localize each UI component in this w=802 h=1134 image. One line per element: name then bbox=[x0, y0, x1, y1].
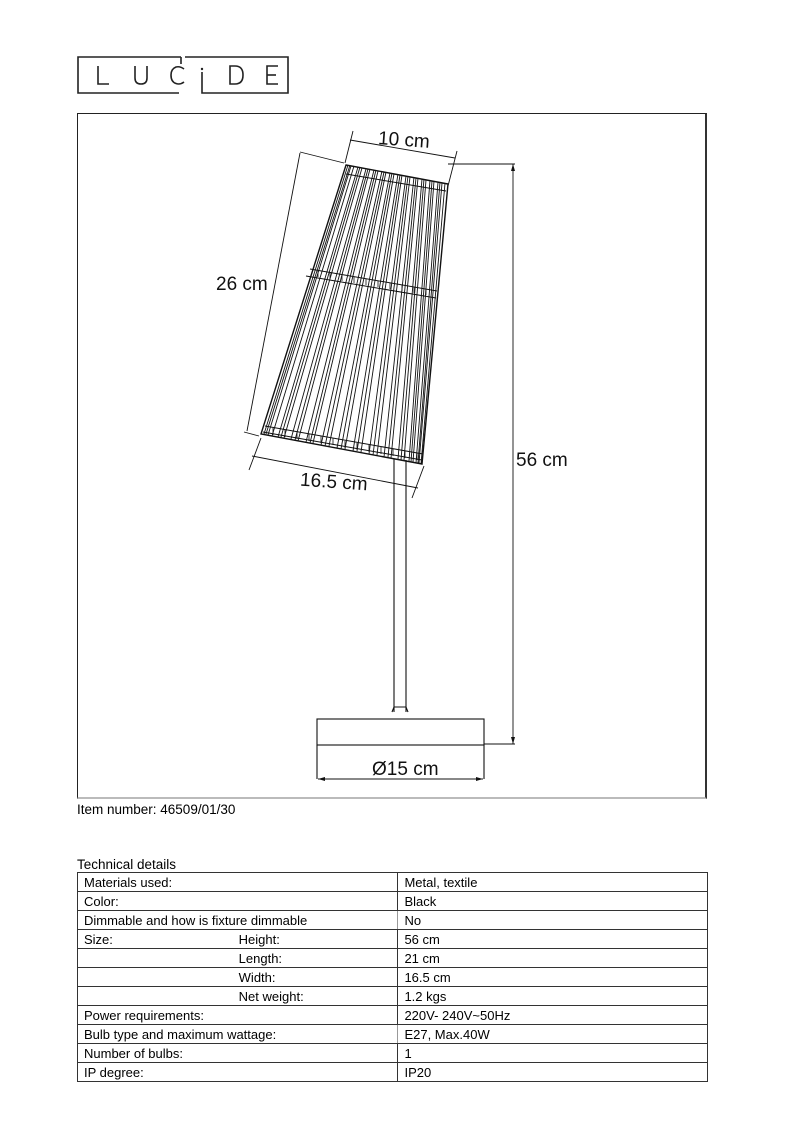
row-sublabel: Height: bbox=[235, 930, 398, 949]
row-value: 56 cm bbox=[398, 930, 708, 949]
row-label: Number of bulbs: bbox=[78, 1044, 235, 1063]
row-sublabel: Width: bbox=[235, 968, 398, 987]
row-value: Metal, textile bbox=[398, 873, 708, 892]
table-row bbox=[78, 1044, 708, 1063]
row-sublabel bbox=[235, 892, 398, 911]
row-value: Black bbox=[398, 892, 708, 911]
dimension-base-diameter: Ø15 cm bbox=[372, 759, 439, 780]
row-value: 1.2 kgs bbox=[398, 987, 708, 1006]
table-row bbox=[78, 949, 708, 968]
dimension-bottom-width: 16.5 cm bbox=[299, 469, 369, 496]
table-row bbox=[78, 892, 708, 911]
table-row bbox=[78, 968, 708, 987]
row-label: IP degree: bbox=[78, 1063, 235, 1082]
row-value: E27, Max.40W bbox=[398, 1025, 708, 1044]
table-row bbox=[78, 1063, 708, 1082]
row-sublabel bbox=[235, 873, 398, 892]
table-row bbox=[78, 1006, 708, 1025]
row-value: IP20 bbox=[398, 1063, 708, 1082]
row-label: Materials used: bbox=[78, 873, 235, 892]
row-sublabel bbox=[235, 1044, 398, 1063]
dimension-top-width: 10 cm bbox=[377, 128, 431, 153]
technical-details-table bbox=[77, 872, 708, 1082]
row-sublabel: Net weight: bbox=[235, 987, 398, 1006]
table-row bbox=[78, 987, 708, 1006]
row-label: Size: bbox=[78, 930, 235, 949]
row-value: 220V- 240V~50Hz bbox=[398, 1006, 708, 1025]
table-row bbox=[78, 873, 708, 892]
row-label bbox=[78, 968, 235, 987]
row-value: 16.5 cm bbox=[398, 968, 708, 987]
row-label: Color: bbox=[78, 892, 235, 911]
row-value: No bbox=[398, 911, 708, 930]
table-row bbox=[78, 930, 708, 949]
row-value: 1 bbox=[398, 1044, 708, 1063]
row-value: 21 cm bbox=[398, 949, 708, 968]
technical-details-title: Technical details bbox=[77, 857, 177, 872]
row-label: Dimmable and how is fixture dimmable bbox=[78, 911, 398, 930]
row-sublabel bbox=[235, 1006, 398, 1025]
row-label: Power requirements: bbox=[78, 1006, 235, 1025]
row-label bbox=[78, 949, 235, 968]
lamp-drawing bbox=[78, 114, 708, 800]
row-label: Bulb type and maximum wattage: bbox=[78, 1025, 398, 1044]
dimension-shade-height: 26 cm bbox=[216, 274, 268, 295]
lucide-logo bbox=[77, 56, 289, 94]
technical-drawing bbox=[77, 113, 707, 799]
row-sublabel bbox=[235, 1063, 398, 1082]
row-label bbox=[78, 987, 235, 1006]
row-sublabel: Length: bbox=[235, 949, 398, 968]
table-row bbox=[78, 1025, 708, 1044]
item-number: Item number: 46509/01/30 bbox=[77, 802, 236, 817]
lamp-stem bbox=[392, 459, 408, 712]
logo-frame bbox=[77, 56, 289, 94]
table-row bbox=[78, 911, 708, 930]
dimension-total-height: 56 cm bbox=[516, 450, 568, 471]
